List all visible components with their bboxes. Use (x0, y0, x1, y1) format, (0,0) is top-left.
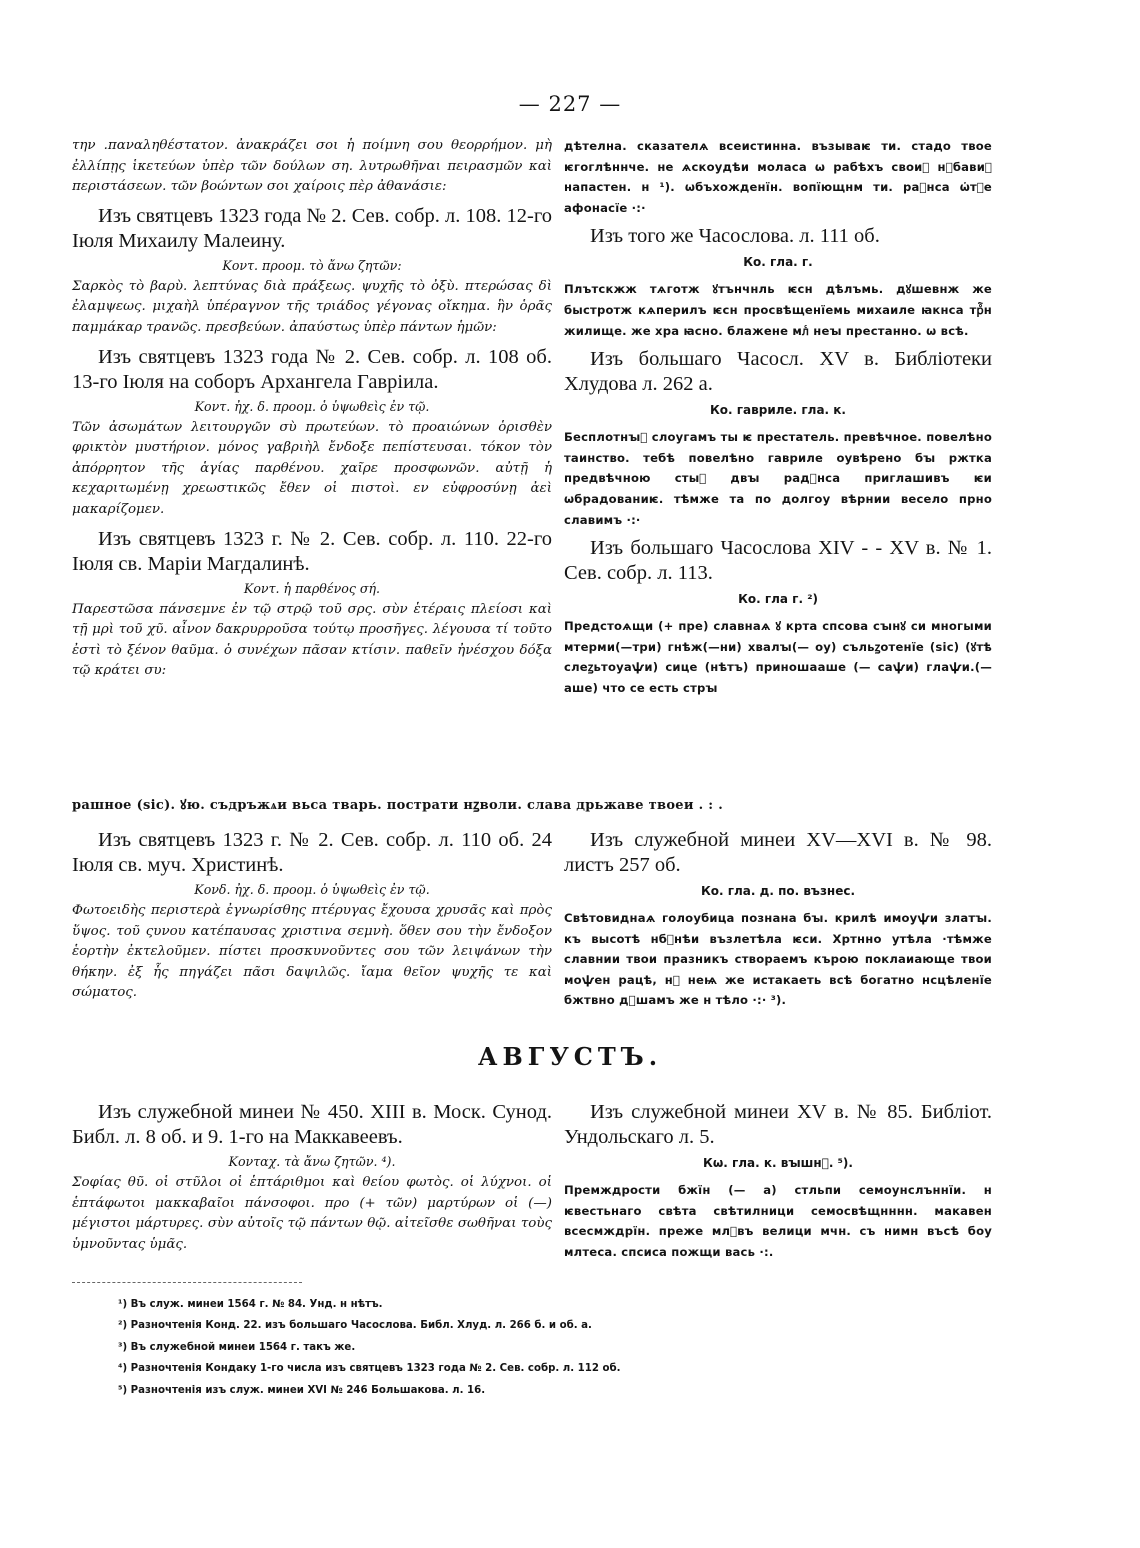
page-number: — 227 — (518, 92, 622, 116)
source-heading: Изъ большаго Часосл. XV в. Библіотеки Хлудова л. 262 а. (564, 348, 992, 396)
month-heading: АВГУСТЪ. (477, 1042, 663, 1071)
footnote: ¹) Въ служ. минеи 1564 г. № 84. Унд. н нѣтъ. (118, 1299, 383, 1310)
right-column-top (564, 136, 992, 705)
greek-text: Παρεστῶσα πάνσεμνε ἐν τῷ στρῷ τοῦ σρς. σὺν ἑτέραις πλείοσι καὶ τῇ μρὶ τοῦ χῦ. αἶνον δακρυρροῦσα τούτῳ προσῆγες. λέγουσα τί τοῦτο ἐστὶ τὸ ξένον θαῦμα. ὁ συνέχων πᾶσαν κτίσιν. παθεῖν ἠνέσχου δόξα τῷ κράτει συ: (72, 601, 552, 679)
source-heading: Изъ большаго Часослова XIV - - XV в. № 1. Сев. собр. л. 113. (564, 537, 992, 585)
footnote: ⁴) Разночтенія Кондаку 1-го числа изъ святцевъ 1323 года № 2. Сев. собр. л. 112 об. (118, 1363, 621, 1375)
right-column-middle (564, 822, 992, 1017)
slavonic-text: Бесплотнꙑⷯ слоугамъ ты ѥ престатель. превѣчное. повелѣно таинство. тебѣ повелѣно гавриле оувѣрено бꙑ ржтка предвѣчною стыⷤ двꙑ радꙋнса приглашивъ ѥи ѡбрадованиѥ. тѣмже та по долгоу вѣрнии весело прно славимъ ·:· (564, 430, 992, 527)
source-heading: Изъ святцевъ 1323 года № 2. Сев. собр. л. 108. 12-го Іюля Михаилу Малеину. (72, 204, 552, 252)
greek-text: Σοφίας θῦ. οἱ στῦλοι οἱ ἑπτάριθμοι καὶ θείου φωτὸς. οἱ λύχνοι. οἱ ἑπτάφωτοι μακκαβαῖοι πάνσοφοι. προ (+ τῶν) μαρτύρων οἱ (—) μέγιστοι μάρτυρες. σὺν αὐτοῖς τῷ πάντων θῷ. αἰτεῖσθε σωθῆναι τοὺς ὑμνοῦντας ὑμᾶς. (72, 1175, 552, 1252)
source-heading: Изъ святцевъ 1323 г. № 2. Сев. собр. л. 110. 22-го Іюля св. Маріи Магдалинѣ. (72, 527, 552, 575)
left-column-middle (72, 822, 552, 1010)
slavonic-text: Плътскжж тѧготж ꙋтънчнль ѥсн дѣлъмь. дꙋшевнж же быстротж кѧперилъ ѥсн просвѣщенїемь михаиле ꙗкнса трⷪ҇н жилище. же хра ꙗсно. блажене млⷭ неꙑ престанно. ѡ всѣ. (564, 282, 992, 338)
source-heading: Изъ служебной минеи № 450. XIII в. Моск. Сунод. Библ. л. 8 об. и 9. 1-го на Маккавеевъ. (72, 1101, 552, 1148)
kontakion-heading: Ко. гла г. ²) (738, 592, 818, 607)
slavonic-text: Предстоѧщи (+ пре) славнаѧ ꙋ крта спсова сꙑнꙋ си многыми мтерми(—три) гнѣж(—ни) хвалꙑ(— оу) съльꙁотенїе (sic) (ꙋтѣ слеꙁьтоуаѱи) сице (нѣтъ) приношааше (— саѱи) глаѱи.(—аше) что се есть стрꙑ (564, 619, 992, 695)
greek-text: την .παναληθέστατον. ἀνακράζει σοι ἡ ποίμνη σου θεορρήμον. μὴ ἐλλίπῃς ἱκετεύων ὑπὲρ τῶν δούλων ση. λυτρωθῆναι πειρασμῶν καὶ περιστάσεων. τῶν βοώντων σοι χαίροις πὲρ ἀθανάσιε: (72, 138, 552, 195)
greek-text: Σαρκὸς τὸ βαρὺ. λεπτύνας διὰ πράξεως. ψυχῆς τὸ ὀξὺ. πτερώσας δὶ ἐλαμψεως. μιχαὴλ ὑπέραγνον τῆς τριάδος γέγονας οἴκημα. ἣν ὁρᾶς παμμάκαρ τρανῶς. πρεσβεύων. ἀπαύστως ὑπὲρ πάντων ἡμῶν: (72, 278, 552, 335)
right-column-bottom (564, 1094, 992, 1268)
kontakion-heading: Κονταχ. τὰ ἄνω ζητῶν. ⁴). (228, 1154, 396, 1169)
footnote: ²) Разночтенія Конд. 22. изъ большаго Часослова. Библ. Хлуд. л. 266 б. и об. а. (118, 1320, 592, 1332)
footnote-divider (72, 1282, 302, 1283)
kontakion-heading: Κοντ. προομ. τὸ ἄνω ζητῶν: (222, 257, 402, 273)
kontakion-heading: Кѡ. гла. к. вꙑшнⷨ. ⁵). (703, 1156, 853, 1170)
footnote: ⁵) Разночтенія изъ служ. минеи XVI № 246 Большакова. л. 16. (118, 1384, 486, 1396)
kontakion-heading: Κονδ. ἠχ. δ. προομ. ὁ ὑψωθεὶς ἐν τῷ. (194, 882, 430, 897)
source-heading: Изъ того же Часослова. л. 111 об. (590, 225, 880, 248)
spanning-line: рашное (sic). ꙋю. съдръжѧи вьса тварь. пострати нꙁволи. слава дрьжаве твоеи . : . (72, 798, 724, 813)
source-heading: Изъ служебной минеи XV—XVI в. № 98. листъ 257 об. (564, 829, 992, 876)
slavonic-text: Свѣтовиднаѧ голоубица познана бꙑ. крилѣ имоуѱи златꙑ. къ высотѣ нбⷭнѣи възлетѣла ѥси. Хртнно утѣла ·тѣмже славнии твои празникъ створаемъ кърою поклаиающе твои моѱен рацѣ, нꙁ неѩ же истакаеть всѣ богатно нсцѣленїе бжтвно дꙋшамъ же н тѣло ·:· ³). (564, 911, 992, 1008)
kontakion-heading: Κοντ. ἡ παρθένος σή. (243, 580, 381, 596)
footnote: ³) Въ служебной минеи 1564 г. такъ же. (118, 1341, 356, 1353)
slavonic-text: дѣтелна. сказателѧ всеистинна. възываѥ ти. стадо твое ѥгоглѣннче. не ѧскоудѣи моласа ѡ рабѣхъ своиⷯ нꙁбавиⷣ напастен. н ¹). ѡбъхожденїн. вопїющнм ти. раⷣнса ѡ҆тⷱе афонасїе ·:· (564, 139, 992, 215)
greek-text: Φωτοειδὴς περιστερὰ ἐγνωρίσθης πτέρυγας ἔχουσα χρυσᾶς καὶ πρὸς ὕψος. τοῦ ςυνου κατέπαυσας χριστινα σεμνὴ. ὅθεν σου τὴν ἔνδοξον ἑορτὴν ἐκτελοῦμεν. πίστει προσκυνοῦντες σου τῶν λειψάνων τὴν θήκην. ἐξ ἧς πηγάζει πᾶσι δαψιλῶς. ἴαμα θεῖον ψυχῆς τε καὶ σώματος. (72, 903, 552, 1001)
left-column-top (72, 136, 552, 688)
source-heading: Изъ святцевъ 1323 года № 2. Сев. собр. л. 108 об. 13-го Іюля на соборъ Архангела Гавріила. (72, 345, 552, 393)
source-heading: Изъ святцевъ 1323 г. № 2. Сев. собр. л. 110 об. 24 Іюля св. муч. Христинѣ. (72, 829, 552, 876)
footnotes (118, 1294, 958, 1401)
left-column-bottom (72, 1094, 552, 1261)
slavonic-text: Премждрости бжїн (— а) стльпи семоунслъннїи. н ѥвестьнаго свѣта свѣтилници семосвѣщнннн. макавен всесмждрїн. преже млⷭвъ велици мчн. съ нимн въсѣ боу млтеса. спсиса пожщи вась ·:. (564, 1183, 992, 1259)
kontakion-heading: Κοντ. ἠχ. δ. προομ. ὁ ὑψωθεὶς ἐν τῷ. (194, 398, 430, 414)
kontakion-heading: Ко. гла. д. по. възнес. (700, 884, 856, 898)
kontakion-heading: Ко. гавриле. гла. к. (709, 403, 846, 418)
kontakion-heading: Ко. гла. г. (743, 255, 813, 270)
source-heading: Изъ служебной минеи XV в. № 85. Библіот. Ундольскаго л. 5. (564, 1101, 992, 1148)
greek-text: Τῶν ἀσωμάτων λειτουργῶν σὺ πρωτεύων. τὸ προαιώνων ὁρισθὲν φρικτὸν μυστήριον. μόνος γαβριὴλ ἔνδοξε πεπίστευσαι. τόκον τὸν ἀπόρρητον τῆς ἁγίας παρθένου. χαῖρε προσφωνῶν. αὐτῇ ἡ κεχαριτωμένῃ χρεωστικῶς ἔθεν οἱ πιστοὶ. εν εὐφροσύνῃ ἀεὶ μακαρίζομεν. (72, 419, 552, 517)
